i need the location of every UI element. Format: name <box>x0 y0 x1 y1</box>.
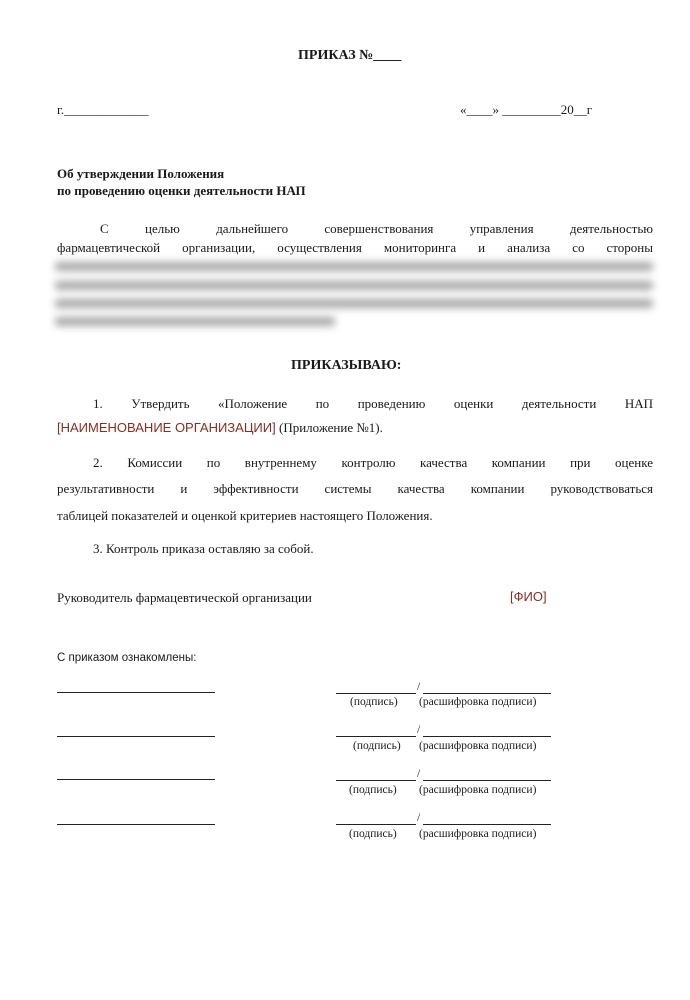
item-1-line-1: 1. Утвердить «Положение по проведению оценки деятельности НАП <box>93 396 653 411</box>
preamble-line-2: фармацевтической организации, осуществления мониторинга и анализа со стороны <box>57 240 653 255</box>
item-1-line-2 <box>57 420 383 436</box>
subject-line-2: по проведению оценки деятельности НАП <box>57 183 306 198</box>
item-3: 3. Контроль приказа оставляю за собой. <box>93 541 314 556</box>
head-label: Руководитель фармацевтической организации <box>57 590 312 605</box>
decode-caption: (расшифровка подписи) <box>419 696 537 708</box>
signature-caption: (подпись) <box>353 740 401 752</box>
acquainted-label: С приказом ознакомлены: <box>57 652 197 664</box>
date-field: «____» _________20__г <box>460 102 593 117</box>
signature-caption: (подпись) <box>349 828 397 840</box>
signature-caption: (подпись) <box>349 784 397 796</box>
organization-placeholder: [НАИМЕНОВАНИЕ ОРГАНИЗАЦИИ] <box>57 420 276 435</box>
subject-line-1: Об утверждении Положения <box>57 166 225 181</box>
decode-caption: (расшифровка подписи) <box>419 828 537 840</box>
city-field: г._____________ <box>57 102 149 117</box>
signature-caption: (подпись) <box>350 696 398 708</box>
preamble-line-1: С целью дальнейшего совершенствования управления деятельностью <box>100 221 653 236</box>
decode-caption: (расшифровка подписи) <box>419 740 537 752</box>
document-title: ПРИКАЗ №____ <box>298 48 402 63</box>
item-2-line-1: 2. Комиссии по внутреннему контролю качества компании при оценке <box>93 455 653 470</box>
item-1-rest: (Приложение №1). <box>275 420 383 435</box>
fio-placeholder: [ФИО] <box>510 589 547 604</box>
item-2-line-2: результативности и эффективности системы качества компании руководствоваться <box>57 481 653 496</box>
item-2-line-3: таблицей показателей и оценкой критериев настоящего Положения. <box>57 508 433 523</box>
order-heading: ПРИКАЗЫВАЮ: <box>291 358 402 373</box>
decode-caption: (расшифровка подписи) <box>419 784 537 796</box>
